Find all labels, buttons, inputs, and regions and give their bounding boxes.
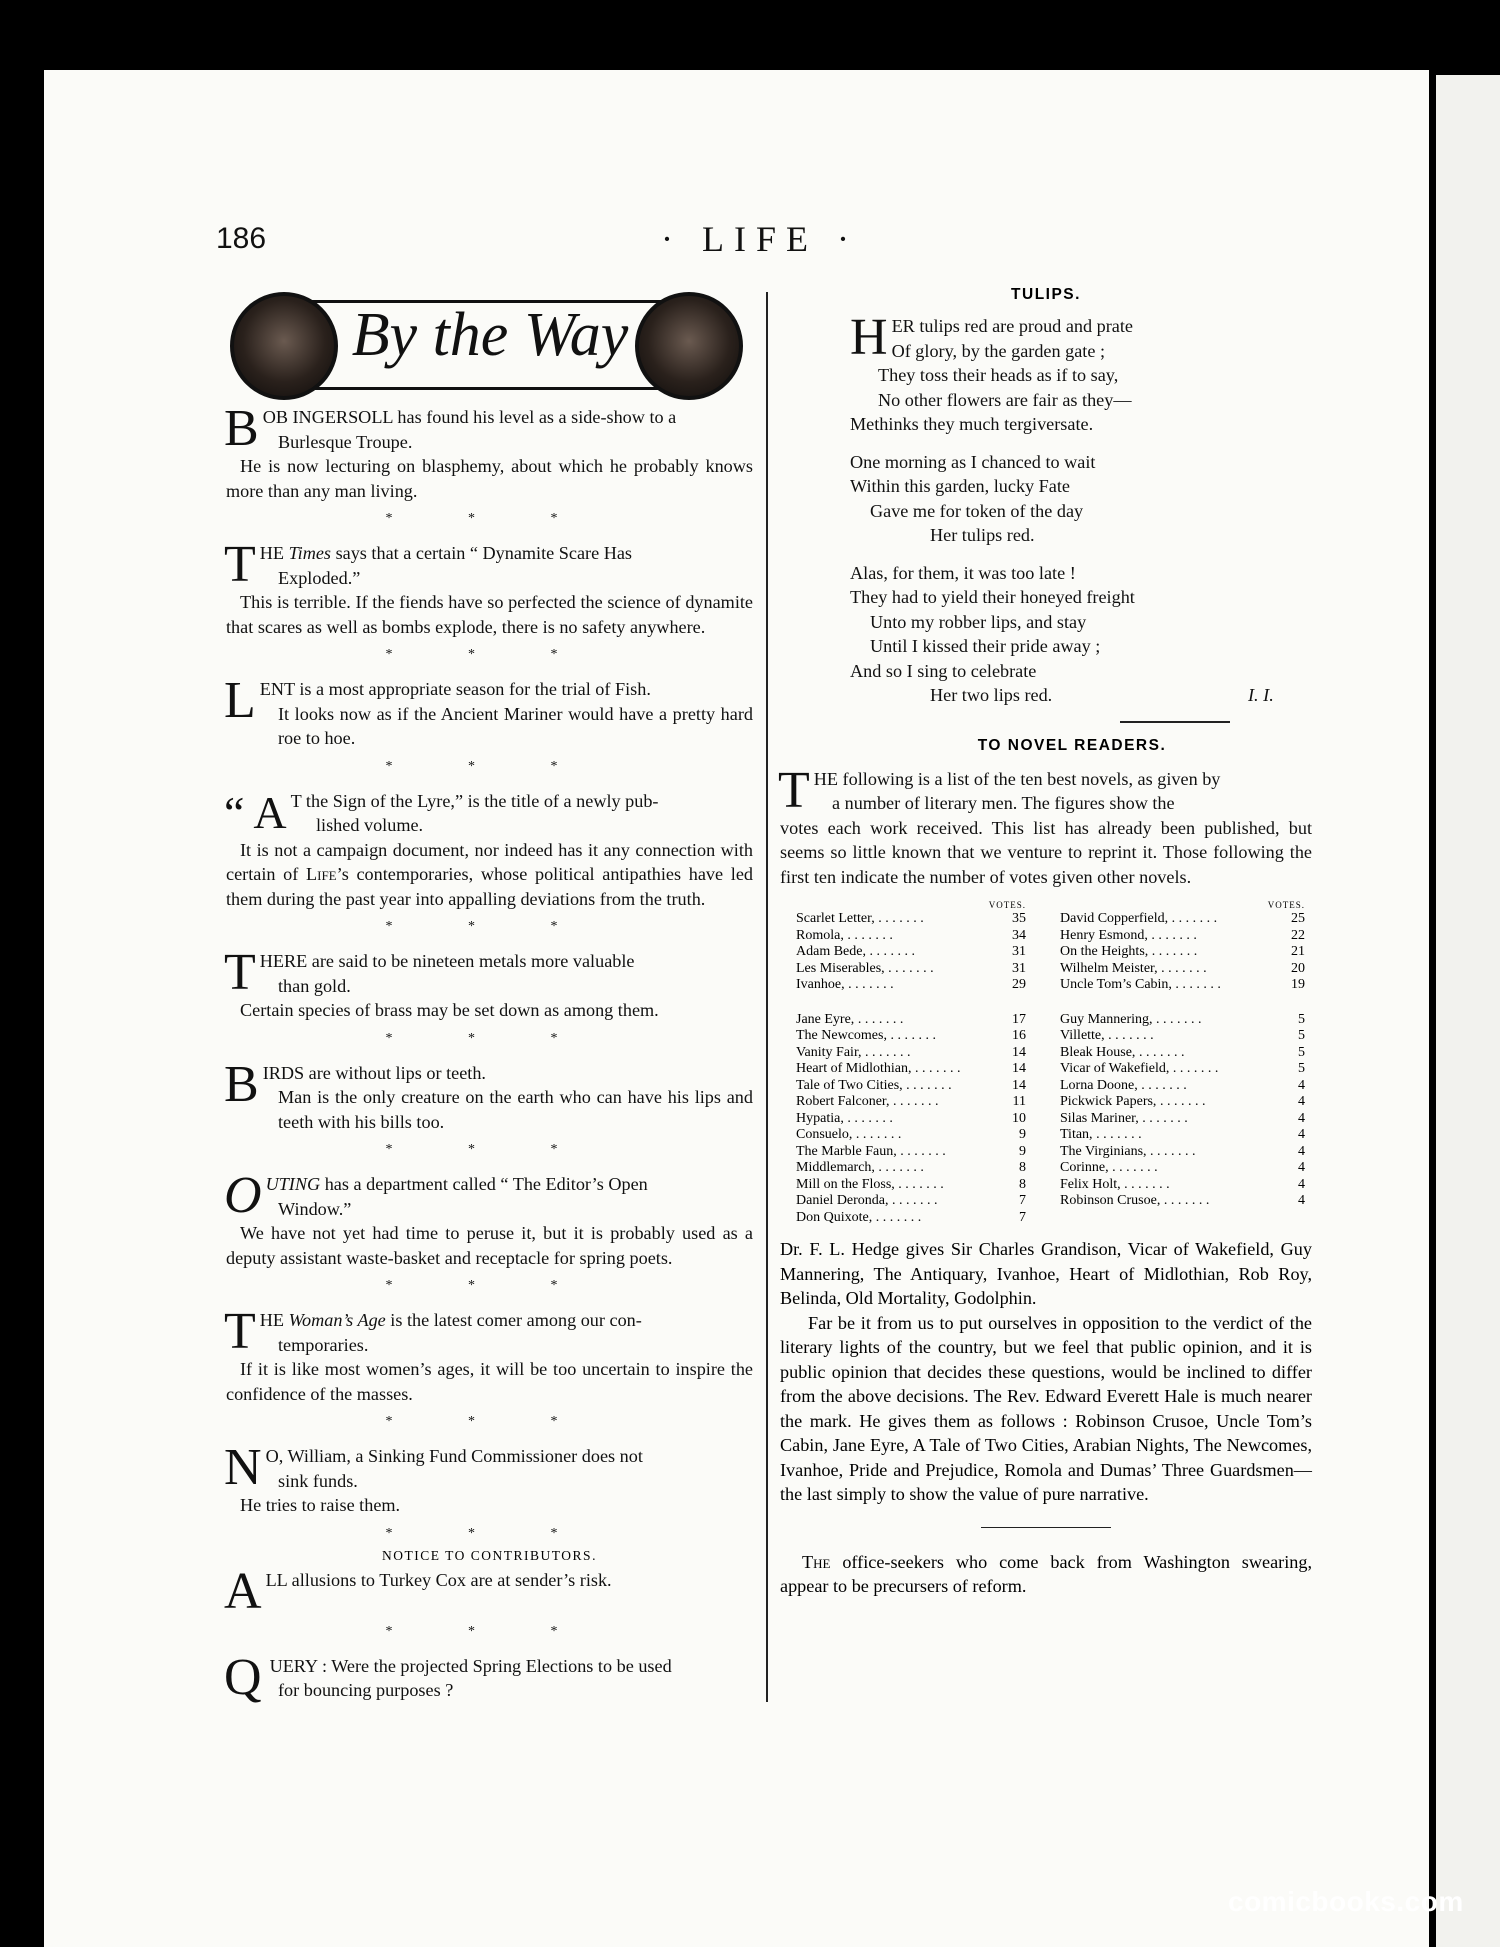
lead-text: is the latest comer among our con- — [385, 1310, 642, 1330]
spacer — [796, 994, 1026, 1012]
novel-row — [796, 911, 1026, 928]
italic-title: Times — [288, 543, 332, 563]
lead-continuation: Burlesque Troupe. — [278, 431, 413, 452]
poem-line: Gave me for token of the day — [870, 500, 1084, 521]
novel-title: Mill on the Floss, . . — [796, 1177, 1000, 1194]
novel-title: The Newcomes, . . — [796, 1028, 1000, 1045]
poem-line: Until I kissed their pride away ; — [870, 636, 1101, 656]
novel-row — [796, 1012, 1026, 1029]
votes-label: VOTES. — [988, 900, 1026, 910]
lead-continuation: It looks now as if the Ancient Mariner would have a pretty hard roe to hoe. — [278, 703, 753, 748]
paragraph-notice — [224, 1562, 753, 1620]
lead-line: LL allusions to Turkey Cox are at sender’s risk. — [265, 1569, 612, 1590]
paragraph-metals — [224, 944, 753, 1023]
body-text: If it is like most women’s ages, it will be too uncertain to inspire the confidence of the masses. — [226, 1359, 753, 1404]
novel-row — [796, 944, 1026, 961]
novel-row — [1060, 1177, 1305, 1194]
lead-line: O, William, a Sinking Fund Commissioner does not — [265, 1446, 643, 1466]
life-small-caps: Life — [306, 864, 337, 884]
novel-row — [1060, 1061, 1305, 1078]
body-text: This is terrible. If the fiends have so perfected the science of dynamite that scares as well as bombs explode, there is no safety anywhere. — [226, 592, 753, 637]
novel-row — [1060, 911, 1305, 928]
vote-count: 7 — [1019, 1193, 1026, 1208]
paragraph-sinking-fund — [224, 1439, 753, 1518]
novel-title: Henry Esmond, . . — [1060, 928, 1279, 945]
separator-stars: * * * — [385, 758, 594, 774]
vote-count: 5 — [1298, 1044, 1305, 1060]
drop-cap: L — [224, 672, 256, 729]
vote-count: 20 — [1291, 960, 1305, 976]
vote-count: 9 — [1019, 1127, 1026, 1142]
votes-table — [780, 899, 1312, 1237]
vote-count: 4 — [1298, 1160, 1305, 1175]
lead-line: UERY : Were the projected Spring Elections to be used — [269, 1655, 672, 1676]
vote-count: 22 — [1291, 927, 1305, 943]
paragraph-womans-age — [224, 1303, 753, 1406]
novel-title: Lorna Doone, . . — [1060, 1078, 1279, 1095]
drop-cap: T — [224, 536, 256, 593]
separator-stars: * * * — [385, 647, 594, 662]
separator-stars: * * * — [385, 1414, 594, 1429]
paragraph-lyre — [224, 786, 753, 912]
top-ten-right — [1060, 911, 1305, 994]
body-text — [226, 838, 753, 912]
closing-lead: The — [802, 1551, 831, 1572]
lead-continuation: Exploded.” — [278, 567, 361, 588]
lead-line — [226, 1172, 753, 1197]
novel-title: Bleak House, . . — [1060, 1045, 1279, 1062]
paragraph-ingersoll — [224, 400, 753, 503]
closing-text: office-seekers who come back from Washington swearing, appear to be precursers of reform. — [780, 1551, 1312, 1596]
novel-title: Guy Mannering, . . — [1060, 1012, 1279, 1029]
novel-row — [796, 1061, 1026, 1078]
vote-count: 5 — [1298, 1061, 1305, 1076]
novel-title: Ivanhoe, . . — [796, 977, 1000, 994]
poem-line: Within this garden, lucky Fate — [850, 476, 1070, 496]
lead-line: HE following is a list of the ten best novels, as given by — [813, 768, 1221, 789]
novel-title: Villette, . . — [1060, 1028, 1279, 1045]
novel-row — [796, 1078, 1026, 1095]
vote-count: 4 — [1298, 1193, 1305, 1208]
novel-row — [1060, 961, 1305, 978]
vote-count: 31 — [1012, 944, 1026, 959]
vote-count: 8 — [1019, 1176, 1026, 1192]
novel-row — [1060, 1111, 1305, 1128]
banner-title: By the Way — [351, 301, 629, 369]
portrait-medallion-right — [635, 292, 743, 400]
novel-row — [1060, 1078, 1305, 1095]
poem-stanza-2 — [850, 450, 1312, 548]
novel-title: The Marble Faun, . . — [796, 1144, 1000, 1161]
vote-count: 4 — [1298, 1176, 1305, 1192]
novel-row — [796, 1193, 1026, 1210]
lead-text: HE — [259, 543, 289, 563]
lead-continuation: Man is the only creature on the earth who can have his lips and teeth with his bills too. — [278, 1087, 753, 1132]
novels-intro — [778, 761, 1312, 890]
poem-line — [850, 683, 1312, 708]
body-text: Certain species of brass may be set down as among them. — [240, 1000, 659, 1020]
lead-line — [226, 541, 753, 566]
novel-row — [796, 1028, 1026, 1045]
novel-title: The Virginians, . . — [1060, 1144, 1279, 1161]
drop-cap: T — [778, 761, 810, 819]
left-column — [224, 400, 753, 1706]
poem-line: Methinks they much tergiversate. — [850, 414, 1094, 434]
body-segment: ’s contemporaries, whose political antipathies have led them during the past year into appalling deviations from the truth. — [226, 864, 753, 909]
novel-title: Corinne, . . — [1060, 1160, 1279, 1177]
masthead: · LIFE · — [661, 219, 859, 259]
vote-count: 14 — [1012, 1044, 1026, 1060]
drop-cap: H — [850, 309, 888, 366]
novel-row — [1060, 1193, 1305, 1210]
lead-line: ENT is a most appropriate season for the trial of Fish. — [259, 679, 651, 699]
vote-count: 25 — [1291, 911, 1305, 926]
body-segment: It is not a campaign document, nor indeed has it any connection with certain of — [226, 839, 753, 884]
vote-count: 4 — [1298, 1094, 1305, 1109]
lead-continuation: lished volume. — [316, 815, 424, 835]
novel-row — [796, 1094, 1026, 1111]
novel-title: Vanity Fair, . . — [796, 1045, 1000, 1062]
novel-title: Consuelo, . . — [796, 1127, 1000, 1144]
poem-line: They had to yield their honeyed freight — [850, 587, 1135, 607]
by-the-way-banner — [230, 292, 735, 392]
novel-row — [1060, 1045, 1305, 1062]
vote-count: 31 — [1012, 960, 1026, 976]
drop-cap: O — [224, 1167, 262, 1224]
novel-row — [1060, 977, 1305, 994]
lead-continuation: for bouncing purposes ? — [278, 1680, 454, 1700]
body-text: He is now lecturing on blasphemy, about which he probably knows more than any man living. — [226, 456, 753, 501]
column-divider — [766, 292, 768, 1702]
novel-title: Titan, . . — [1060, 1127, 1279, 1144]
poem-title: TULIPS. — [1011, 286, 1081, 303]
drop-cap: Q — [224, 1648, 262, 1706]
portrait-medallion-left — [230, 292, 338, 400]
novel-title: Daniel Deronda, . . — [796, 1193, 1000, 1210]
novel-title: Silas Mariner, . . — [1060, 1111, 1279, 1128]
poem-line: Alas, for them, it was too late ! — [850, 562, 1076, 583]
novel-row — [1060, 1127, 1305, 1144]
novel-title: Robinson Crusoe, . . — [1060, 1193, 1279, 1210]
novel-row — [796, 1144, 1026, 1161]
section-rule — [981, 1527, 1111, 1528]
drop-cap: “ A — [224, 786, 287, 838]
vote-count: 8 — [1019, 1160, 1026, 1175]
vote-count: 11 — [1012, 1094, 1026, 1109]
novel-row — [1060, 1028, 1305, 1045]
lead-line: T the Sign of the Lyre,” is the title of a newly pub- — [290, 790, 659, 811]
novel-row — [1060, 1160, 1305, 1177]
lead-continuation: Window.” — [278, 1198, 352, 1219]
drop-cap: T — [224, 1303, 256, 1360]
vote-count: 4 — [1298, 1127, 1305, 1142]
novel-title: Scarlet Letter, . . — [796, 911, 1000, 928]
vote-count: 35 — [1012, 911, 1026, 926]
novel-row — [796, 1160, 1026, 1177]
vote-count: 4 — [1298, 1143, 1305, 1159]
italic-title: Woman’s Age — [288, 1310, 386, 1330]
novel-title: Les Miserables, . . — [796, 961, 1000, 978]
drop-cap: T — [224, 944, 256, 1001]
drop-cap: B — [224, 400, 259, 457]
novel-title: Hypatia, . . — [796, 1111, 1000, 1128]
novel-title: Heart of Midlothian, . . — [796, 1061, 1000, 1078]
vote-count: 7 — [1019, 1209, 1026, 1225]
italic-title: UTING — [265, 1174, 321, 1194]
page-header — [216, 219, 1356, 272]
poem-stanza-1 — [850, 309, 1312, 437]
vote-count: 17 — [1012, 1011, 1026, 1027]
spacer — [1060, 994, 1305, 1012]
separator-stars: * * * — [385, 511, 594, 526]
lead-continuation: temporaries. — [278, 1334, 369, 1355]
votes-column-right — [1060, 899, 1305, 1210]
novel-title: Felix Holt, . . — [1060, 1177, 1279, 1194]
top-ten-left — [796, 911, 1026, 994]
vote-count: 9 — [1019, 1143, 1026, 1159]
drop-cap: N — [224, 1439, 262, 1496]
lead-continuation: than gold. — [278, 975, 351, 996]
novel-row — [796, 1111, 1026, 1128]
paragraph-lent — [224, 672, 753, 751]
novel-title: On the Heights, . . — [1060, 944, 1279, 961]
novel-title: Uncle Tom’s Cabin, . . — [1060, 977, 1279, 994]
vote-count: 16 — [1012, 1028, 1026, 1043]
section-rule — [1120, 721, 1230, 723]
vote-count: 29 — [1012, 977, 1026, 992]
lead-line: HERE are said to be nineteen metals more valuable — [259, 951, 635, 971]
novel-row — [1060, 1094, 1305, 1111]
drop-cap: A — [224, 1562, 262, 1620]
lead-line — [226, 1308, 753, 1333]
page-number: 186 — [216, 222, 267, 255]
vote-count: 14 — [1012, 1061, 1026, 1076]
novel-row — [796, 961, 1026, 978]
vote-count: 21 — [1291, 944, 1305, 959]
novel-row — [1060, 944, 1305, 961]
facing-page-edge — [1436, 75, 1500, 1947]
poem-line: They toss their heads as if to say, — [878, 365, 1119, 385]
novel-title: Tale of Two Cities, . . — [796, 1078, 1000, 1095]
body-text: We have not yet had time to peruse it, but it is probably used as a deputy assistant waste-basket and receptacle for spring poets. — [226, 1223, 753, 1268]
novel-title: Wilhelm Meister, . . — [1060, 961, 1279, 978]
novel-title: David Copperfield, . . — [1060, 911, 1279, 928]
lead-text: has a department called “ The Editor’s Open — [320, 1174, 648, 1194]
other-novels-left — [796, 1012, 1026, 1227]
watermark: comicbooks.com — [1228, 1886, 1464, 1917]
novel-row — [1060, 928, 1305, 945]
poem-line: Of glory, by the garden gate ; — [891, 340, 1106, 361]
poem-line-text: Her two lips red. — [930, 685, 1053, 705]
novel-row — [796, 1177, 1026, 1194]
novel-row — [796, 1127, 1026, 1144]
novel-row — [796, 928, 1026, 945]
vote-count: 14 — [1012, 1077, 1026, 1093]
lead-continuation: sink funds. — [278, 1470, 358, 1491]
poem-line: Unto my robber lips, and stay — [870, 611, 1087, 632]
poem-stanza-3 — [850, 561, 1312, 708]
lead-continuation: a number of literary men. The figures show the — [832, 793, 1175, 813]
novel-title: Don Quixote, . . — [796, 1210, 1000, 1227]
novels-title: TO NOVEL READERS. — [977, 736, 1167, 754]
novel-title: Romola, . . — [796, 928, 1000, 945]
drop-cap: B — [224, 1055, 259, 1113]
separator-stars: * * * — [385, 1030, 594, 1046]
novel-row — [1060, 1012, 1305, 1029]
novel-row — [796, 1210, 1026, 1227]
novel-row — [796, 1045, 1026, 1062]
vote-count: 5 — [1298, 1028, 1305, 1043]
novel-title: Pickwick Papers, . . — [1060, 1094, 1279, 1111]
lead-line: OB INGERSOLL has found his level as a side-show to a — [262, 407, 677, 427]
poem-signature: I. I. — [1248, 685, 1274, 705]
opinion-paragraph: Far be it from us to put ourselves in opposition to the verdict of the literary lights of the country, but we feel that public opinion, and it is public opinion that decides these questions, would be inclined to differ from the above decisions. The Rev. Edward Everett Hale is much nearer the mark. He gives them as follows : Robinson Crusoe, Uncle Tom’s Cabin, Jane Eyre, A Tale of Two Cities, Arabian Nights, The Newcomes, Ivanhoe, Pride and Prejudice, Romola and Dumas’ Three Guardsmen—the last simply to show the value of pure narrative. — [780, 1312, 1312, 1504]
right-column — [780, 282, 1312, 1599]
votes-column-left — [796, 899, 1026, 1226]
novel-title: Jane Eyre, . . — [796, 1012, 1000, 1029]
vote-count: 4 — [1298, 1110, 1305, 1126]
poem-line: Her tulips red. — [930, 525, 1035, 545]
separator-stars: * * * — [385, 1623, 594, 1639]
poem-line: One morning as I chanced to wait — [850, 451, 1096, 472]
poem-tulips — [850, 309, 1312, 708]
paragraph-times — [224, 536, 753, 639]
separator-stars: * * * — [385, 1525, 594, 1541]
poem-line: ER tulips red are proud and prate — [891, 316, 1133, 336]
novel-title: Robert Falconer, . . — [796, 1094, 1000, 1111]
vote-count: 10 — [1012, 1110, 1026, 1126]
separator-stars: * * * — [385, 919, 594, 934]
vote-count: 5 — [1298, 1011, 1305, 1027]
other-novels-right — [1060, 1012, 1305, 1210]
poem-line: No other flowers are fair as they— — [878, 389, 1132, 410]
novel-title: Vicar of Wakefield, . . — [1060, 1061, 1279, 1078]
vote-count: 4 — [1298, 1077, 1305, 1093]
vote-count: 19 — [1291, 977, 1305, 992]
closing-paragraph — [780, 1550, 1312, 1599]
paragraph-query — [224, 1648, 753, 1706]
novel-title: Adam Bede, . . — [796, 944, 1000, 961]
paragraph-birds — [224, 1055, 753, 1135]
separator-stars: * * * — [385, 1278, 594, 1293]
body-text: He tries to raise them. — [240, 1495, 401, 1515]
novel-row — [796, 977, 1026, 994]
lead-text: says that a certain “ Dynamite Scare Has — [331, 543, 632, 563]
paragraph-outing — [224, 1167, 753, 1270]
lead-text: HE — [259, 1310, 289, 1330]
votes-label: VOTES. — [1267, 900, 1305, 910]
vote-count: 34 — [1012, 927, 1026, 943]
novel-title: Middlemarch, . . — [796, 1160, 1000, 1177]
novel-row — [1060, 1144, 1305, 1161]
notice-heading: NOTICE TO CONTRIBUTORS. — [382, 1547, 597, 1563]
lead-line: IRDS are without lips or teeth. — [262, 1062, 486, 1083]
poem-line: And so I sing to celebrate — [850, 660, 1037, 681]
intro-body: votes each work received. This list has already been published, but seems so little known that we venture to reprint it. Those following the first ten indicate the number of votes given other novels. — [780, 817, 1312, 887]
separator-stars: * * * — [385, 1142, 594, 1157]
hedge-paragraph: Dr. F. L. Hedge gives Sir Charles Grandison, Vicar of Wakefield, Guy Mannering, The Antiquary, Ivanhoe, Heart of Midlothian, Rob Roy, Belinda, Old Mortality, Godolphin. — [780, 1239, 1312, 1308]
